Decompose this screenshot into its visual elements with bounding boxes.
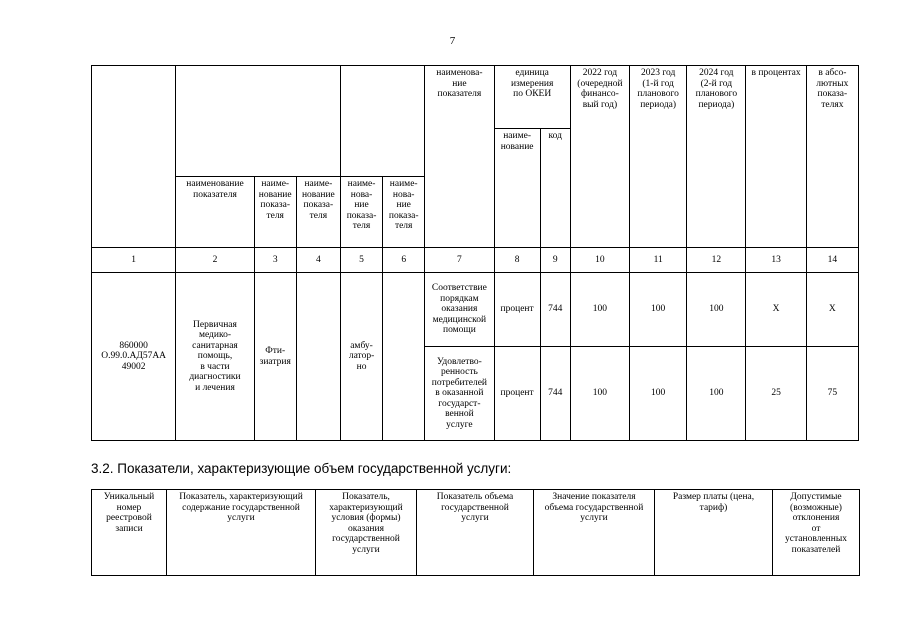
registry-number: 860000 О.99.0.АД57АА 49002 <box>92 273 176 441</box>
col-number: 11 <box>630 248 687 273</box>
value-2022: 100 <box>570 347 629 441</box>
col-number: 10 <box>570 248 629 273</box>
header-volume-value: Значение показателя объема государственной услуги <box>534 490 655 576</box>
header-in-percent: в процентах <box>746 66 806 248</box>
header-c3: наиме- нование показа- теля <box>254 177 296 248</box>
header-in-absolute: в абсо- лютных показа- телях <box>806 66 858 248</box>
col-number: 8 <box>494 248 540 273</box>
col-number: 2 <box>176 248 254 273</box>
header-volume-indicator: Показатель объема государственной услуги <box>417 490 534 576</box>
page-number: 7 <box>449 35 456 47</box>
empty-cell <box>296 273 340 441</box>
value-2023: 100 <box>630 347 687 441</box>
indicator-name: Соответствие порядкам оказания медицинской помощи <box>425 273 494 347</box>
unit-name: процент <box>494 347 540 441</box>
empty-cell <box>383 273 425 441</box>
condition: амбу- латор- но <box>340 273 382 441</box>
header-empty-conditions <box>340 66 424 177</box>
deviation-absolute: 75 <box>806 347 858 441</box>
header-unit-code: код <box>540 129 570 248</box>
unit-code: 744 <box>540 347 570 441</box>
col-number: 14 <box>806 248 858 273</box>
header-c5: наиме- нова- ние показа- теля <box>340 177 382 248</box>
header-unit-okei: единица измерения по ОКЕИ <box>494 66 570 129</box>
col-number: 12 <box>687 248 746 273</box>
col-number: 6 <box>383 248 425 273</box>
col-number: 13 <box>746 248 806 273</box>
col-number: 9 <box>540 248 570 273</box>
col-number: 1 <box>92 248 176 273</box>
value-2023: 100 <box>630 273 687 347</box>
header-c6: наиме- нова- ние показа- теля <box>383 177 425 248</box>
col-number: 5 <box>340 248 382 273</box>
unit-code: 744 <box>540 273 570 347</box>
header-conditions-indicator: Показатель, характеризующий условия (формы) оказания государственной услуги <box>316 490 417 576</box>
section-title: 3.2. Показатели, характеризующие объем государственной услуги: <box>91 461 512 476</box>
col-number: 7 <box>425 248 494 273</box>
header-year-2022: 2022 год (очередной финансо- вый год) <box>570 66 629 248</box>
unit-name: процент <box>494 273 540 347</box>
col-number: 3 <box>254 248 296 273</box>
header-content-indicator: Показатель, характеризующий содержание государственной услуги <box>167 490 316 576</box>
value-2024: 100 <box>687 347 746 441</box>
deviation-percent: X <box>746 273 806 347</box>
quality-indicators-table <box>91 65 859 441</box>
header-year-2023: 2023 год (1-й год планового периода) <box>630 66 687 248</box>
value-2024: 100 <box>687 273 746 347</box>
header-c4: наиме- нование показа- теля <box>296 177 340 248</box>
specialty: Фти- зиатрия <box>254 273 296 441</box>
header-empty-content <box>176 66 341 177</box>
deviation-percent: 25 <box>746 347 806 441</box>
service-content: Первичная медико- санитарная помощь, в части диагностики и лечения <box>176 273 254 441</box>
volume-indicators-table <box>91 489 860 576</box>
header-c2: наименование показателя <box>176 177 254 248</box>
deviation-absolute: X <box>806 273 858 347</box>
header-year-2024: 2024 год (2-й год планового периода) <box>687 66 746 248</box>
header-unit-name: наиме- нование <box>494 129 540 248</box>
header-registry-number: Уникальный номер реестровой записи <box>92 490 167 576</box>
header-indicator-name: наименова- ние показателя <box>425 66 494 248</box>
header-fee: Размер платы (цена, тариф) <box>655 490 773 576</box>
value-2022: 100 <box>570 273 629 347</box>
indicator-name: Удовлетво- ренность потребителей в оказанной государст- венной услуге <box>425 347 494 441</box>
header-allowed-deviation: Допустимые (возможные) отклонения от установленных показателей <box>773 490 860 576</box>
col-number: 4 <box>296 248 340 273</box>
header-empty-registry <box>92 66 176 248</box>
